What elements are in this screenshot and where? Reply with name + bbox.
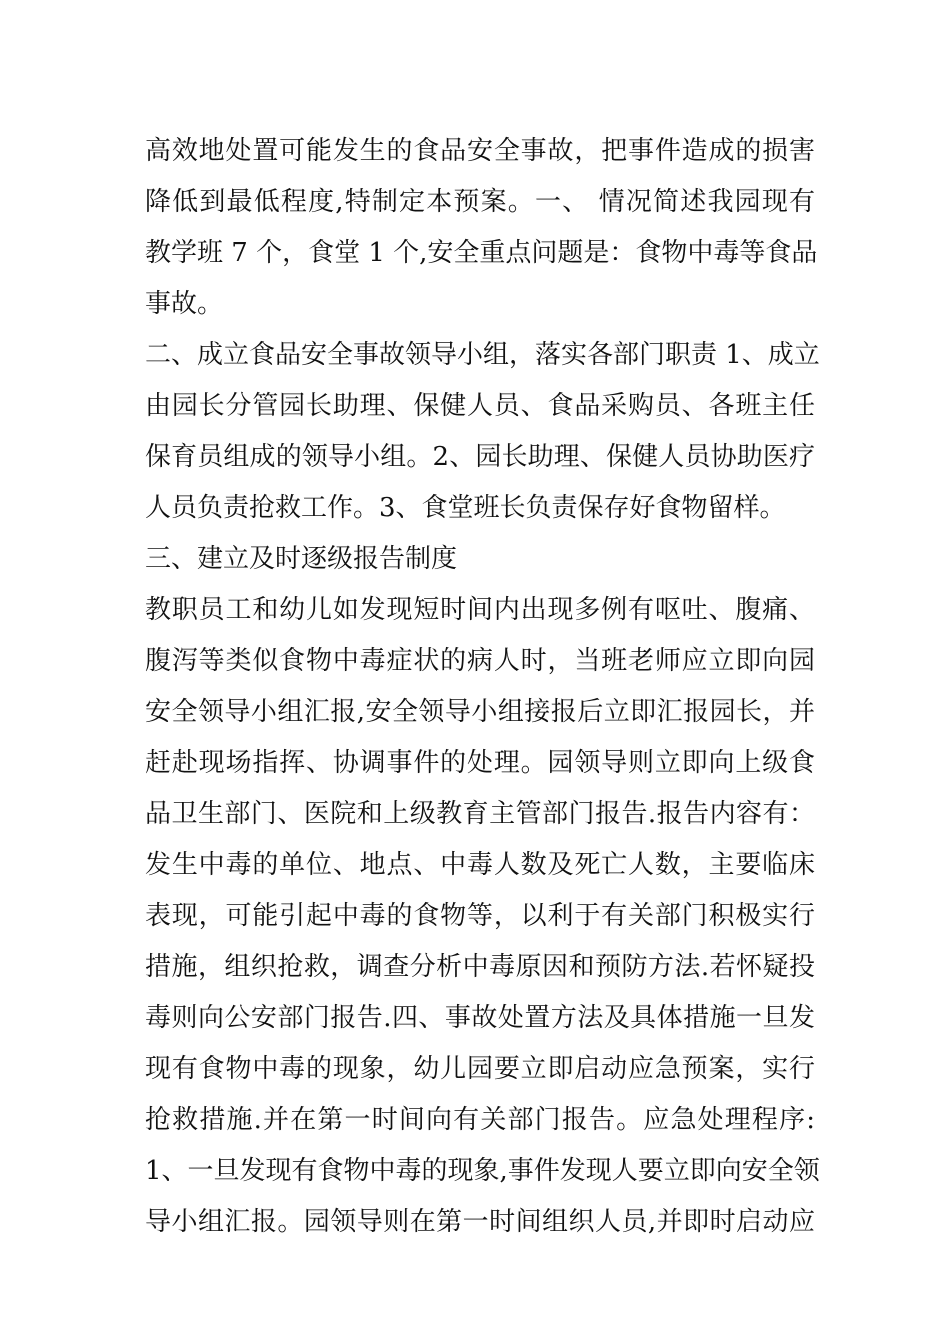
body-text-line: 发生中毒的单位、地点、中毒人数及死亡人数，主要临床 bbox=[145, 850, 815, 880]
body-text-line: 事故。 bbox=[145, 289, 224, 319]
body-text-line: 教职员工和幼儿如发现短时间内出现多例有呕吐、腹痛、 bbox=[145, 595, 815, 625]
body-text-line: 腹泻等类似食物中毒症状的病人时，当班老师应立即向园 bbox=[145, 646, 815, 676]
body-text-line: 二、成立食品安全事故领导小组，落实各部门职责 1、成立 bbox=[145, 340, 820, 370]
body-text-line: 安全领导小组汇报,安全领导小组接报后立即汇报园长，并 bbox=[145, 697, 815, 727]
body-text-line: 抢救措施.并在第一时间向有关部门报告。应急处理程序: bbox=[145, 1105, 815, 1135]
document-body bbox=[145, 126, 820, 1248]
body-text-line: 降低到最低程度,特制定本预案。一、 情况简述我园现有 bbox=[145, 187, 815, 217]
body-text-line: 教学班 7 个，食堂 1 个,安全重点问题是：食物中毒等食品 bbox=[145, 238, 818, 268]
body-text-line: 人员负责抢救工作。3、食堂班长负责保存好食物留样。 bbox=[145, 493, 786, 523]
body-text-line: 1、一旦发现有食物中毒的现象,事件发现人要立即向安全领 bbox=[145, 1156, 820, 1186]
body-text-line: 导小组汇报。园领导则在第一时间组织人员,并即时启动应 bbox=[145, 1207, 815, 1237]
body-text-line: 赶赴现场指挥、协调事件的处理。园领导则立即向上级食 bbox=[145, 748, 815, 778]
body-text-line: 高效地处置可能发生的食品安全事故，把事件造成的损害 bbox=[145, 136, 815, 166]
body-text-line: 毒则向公安部门报告.四、事故处置方法及具体措施一旦发 bbox=[145, 1003, 815, 1033]
body-text-line: 三、建立及时逐级报告制度 bbox=[145, 544, 458, 574]
body-text-line: 保育员组成的领导小组。2、园长助理、保健人员协助医疗 bbox=[145, 442, 815, 472]
body-text-line: 措施，组织抢救，调查分析中毒原因和预防方法.若怀疑投 bbox=[145, 952, 815, 982]
body-text-line: 现有食物中毒的现象，幼儿园要立即启动应急预案，实行 bbox=[145, 1054, 815, 1084]
body-text-line: 由园长分管园长助理、保健人员、食品采购员、各班主任 bbox=[145, 391, 815, 421]
body-text-line: 表现，可能引起中毒的食物等，以利于有关部门积极实行 bbox=[145, 901, 815, 931]
body-text-line: 品卫生部门、医院和上级教育主管部门报告.报告内容有： bbox=[145, 799, 815, 829]
